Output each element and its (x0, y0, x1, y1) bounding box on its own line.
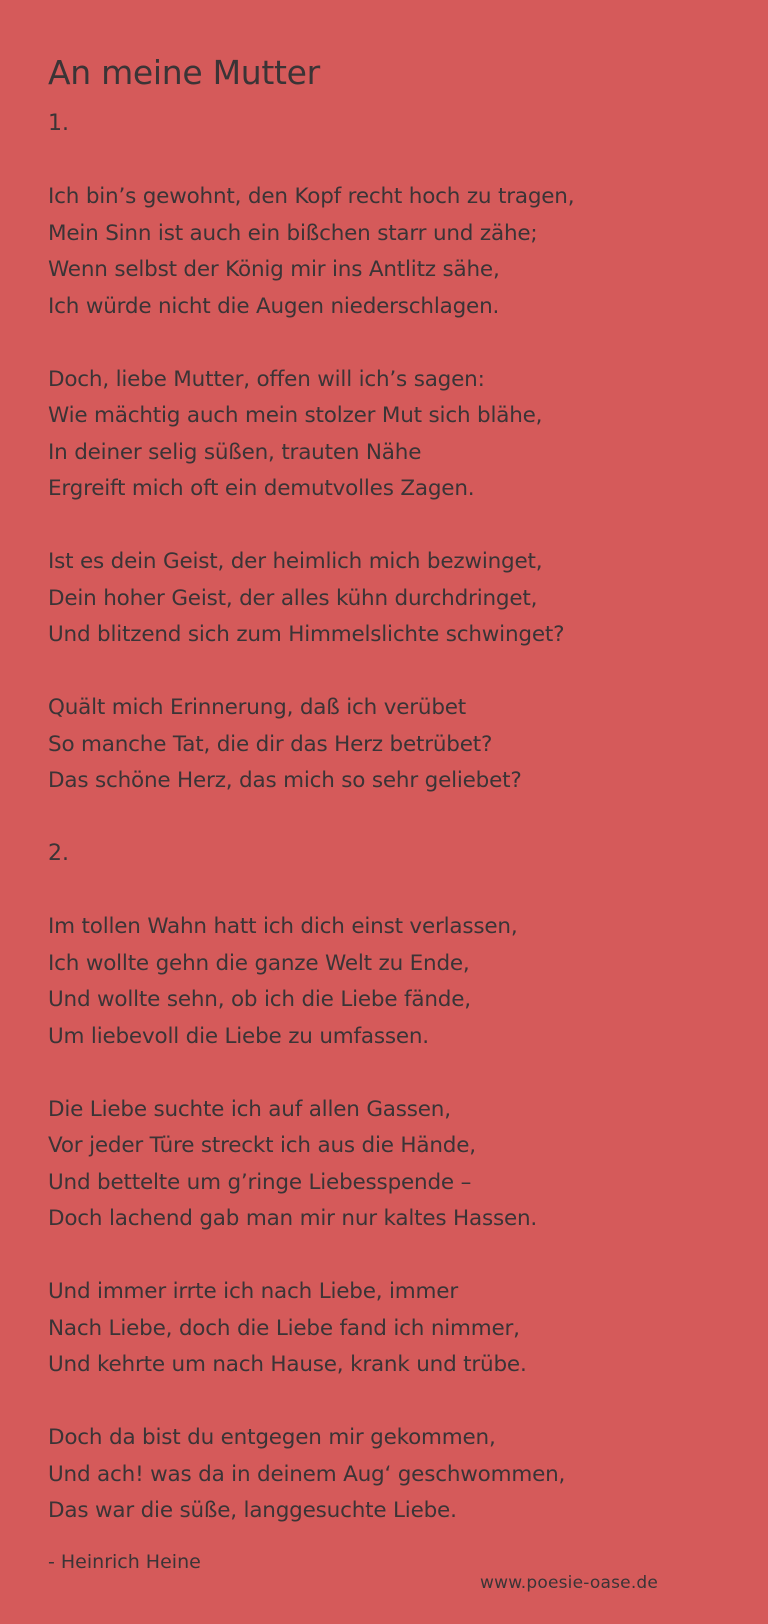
website-watermark: www.poesie-oase.de (480, 1573, 659, 1593)
poem-line: Und blitzend sich zum Himmelslichte schwinget? (48, 622, 565, 647)
poem-line: Mein Sinn ist auch ein bißchen starr und zähe; (48, 220, 538, 246)
stanza-1-1 (48, 179, 738, 325)
poem-title: An meine Mutter (48, 53, 320, 92)
poem-line: Und kehrte um nach Hause, krank und trübe. (48, 1352, 527, 1377)
poem-line: Das schöne Herz, das mich so sehr geliebet? (48, 768, 522, 793)
poem-line: Und immer irrte ich nach Liebe, immer (48, 1279, 458, 1304)
poem-body (48, 106, 738, 1530)
poem-line: Das war die süße, langgesuchte Liebe. (48, 1498, 457, 1523)
poem-line: Doch, liebe Mutter, offen will ich’s sagen: (48, 366, 485, 392)
poem-line: Und bettelte um g’ringe Liebesspende – (48, 1169, 472, 1195)
poem-line: Doch lachend gab man mir nur kaltes Hassen. (48, 1206, 538, 1231)
stanza-2-1 (48, 909, 738, 1055)
poem-line: In deiner selig süßen, trauten Nähe (48, 439, 422, 465)
poem-line: Ich bin’s gewohnt, den Kopf recht hoch zu tragen, (48, 184, 575, 209)
poem-line: Im tollen Wahn hatt ich dich einst verlassen, (48, 914, 518, 939)
part-number: 1. (48, 111, 69, 136)
poem-part-1 (48, 106, 738, 800)
stanza-1-2 (48, 362, 738, 508)
poem-line: Vor jeder Türe streckt ich aus die Hände, (48, 1133, 476, 1158)
part-number: 2. (48, 841, 69, 866)
poem-line: Wenn selbst der König mir ins Antlitz sähe, (48, 257, 500, 282)
stanza-1-4 (48, 690, 738, 800)
stanza-1-3 (48, 544, 738, 654)
poem-line: Und ach! was da in deinem Aug‘ geschwommen, (48, 1461, 566, 1487)
poem-line: Ich wollte gehn die ganze Welt zu Ende, (48, 950, 470, 976)
stanza-2-3 (48, 1274, 738, 1384)
poem-line: Quält mich Erinnerung, daß ich verübet (48, 695, 467, 720)
poem-line: Wie mächtig auch mein stolzer Mut sich blähe, (48, 403, 543, 428)
poem-line: Dein hoher Geist, der alles kühn durchdringet, (48, 585, 538, 611)
poem-line: Ist es dein Geist, der heimlich mich bezwinget, (48, 549, 543, 574)
poem-line: Die Liebe suchte ich auf allen Gassen, (48, 1096, 451, 1122)
poem-line: Um liebevoll die Liebe zu umfassen. (48, 1023, 429, 1049)
poem-author: - Heinrich Heine (48, 1551, 201, 1573)
poem-line: Und wollte sehn, ob ich die Liebe fände, (48, 987, 471, 1012)
poem-line: Nach Liebe, doch die Liebe fand ich nimmer, (48, 1315, 520, 1341)
poem-line: Ergreift mich oft ein demutvolles Zagen. (48, 476, 475, 501)
poem-line: So manche Tat, die dir das Herz betrübet? (48, 731, 493, 757)
poem-line: Ich würde nicht die Augen niederschlagen. (48, 293, 500, 319)
poem-line: Doch da bist du entgegen mir gekommen, (48, 1425, 496, 1450)
stanza-2-2 (48, 1092, 738, 1238)
stanza-2-4 (48, 1420, 738, 1530)
poem-part-2 (48, 836, 738, 1530)
